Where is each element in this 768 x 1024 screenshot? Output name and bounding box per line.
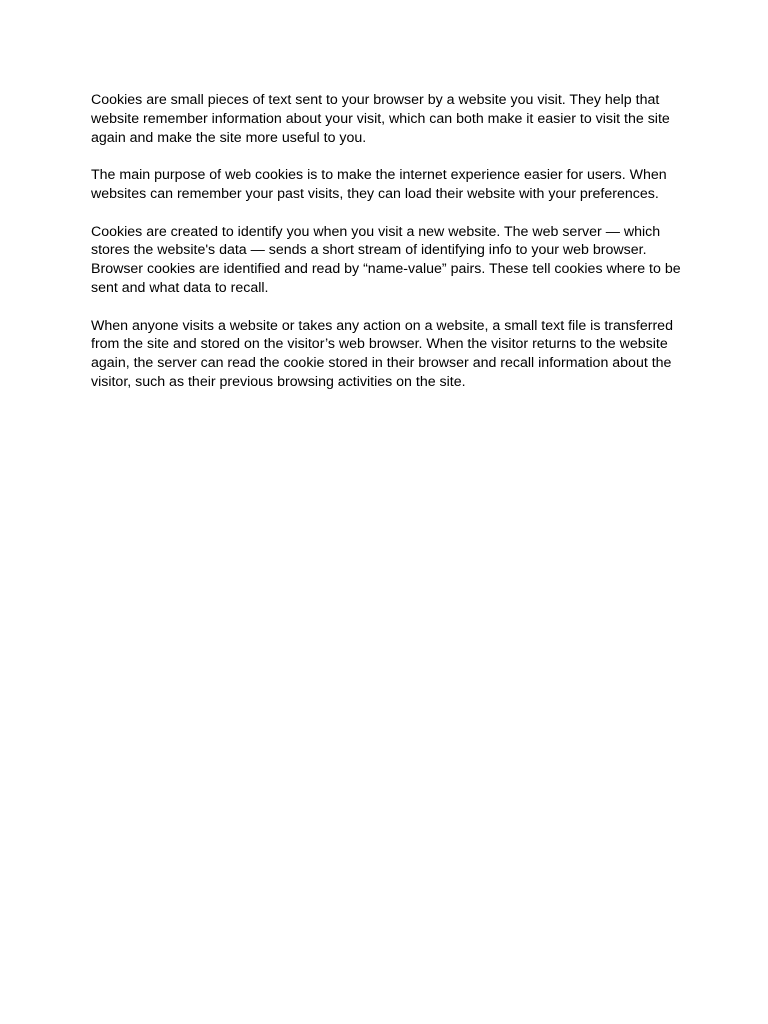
document-body	[91, 91, 681, 411]
paragraph-cookies-purpose: The main purpose of web cookies is to make the internet experience easier for users. When websites can remember your past visits, they can load their website with your preferences.	[91, 167, 667, 202]
paragraph-cookies-definition: Cookies are small pieces of text sent to your browser by a website you visit. They help that website remember information about your visit, which can both make it easier to visit the site again and make the site more useful to you.	[91, 92, 670, 146]
paragraph-cookies-transfer: When anyone visits a website or takes any action on a website, a small text file is transferred from the site and stored on the visitor’s web browser. When the visitor returns to the website again, the server can read the cookie stored in their browser and recall information about the visitor, such as their previous browsing activities on the site.	[91, 317, 673, 390]
paragraph-cookies-creation: Cookies are created to identify you when you visit a new website. The web server — which stores the website's data — sends a short stream of identifying info to your web browser. Browser cookies are identified and read by “name-value” pairs. These tell cookies where to be sent and what data to recall.	[91, 223, 681, 296]
